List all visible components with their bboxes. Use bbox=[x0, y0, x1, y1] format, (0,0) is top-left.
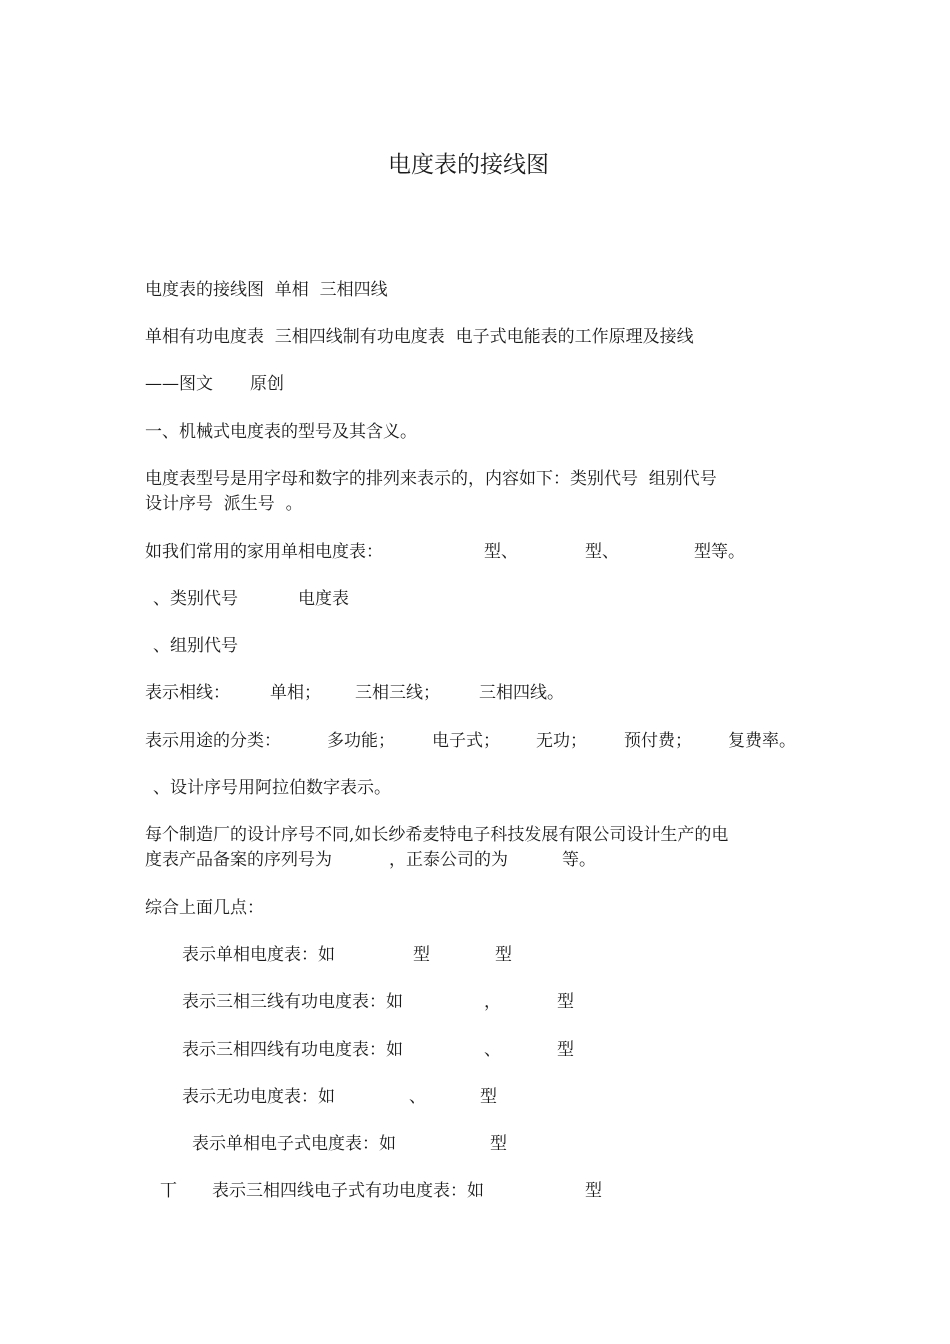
paragraph-line: 设计序号 派生号 。 bbox=[145, 494, 303, 514]
model-text: 型等。 bbox=[694, 542, 745, 562]
list-value: 三相四线。 bbox=[479, 683, 564, 703]
summary-item: 表示单相电子式电度表：如 bbox=[192, 1134, 396, 1154]
model-text: ， bbox=[484, 992, 501, 1012]
summary-item: 表示无功电度表：如 bbox=[182, 1087, 335, 1107]
summary-item: 表示单相电度表：如 bbox=[182, 945, 335, 965]
model-text: 型、 bbox=[484, 542, 518, 562]
paragraph-line: 综合上面几点： bbox=[145, 898, 264, 918]
model-text: 型 bbox=[557, 992, 574, 1012]
subtitle-line: 电度表的接线图 单相 三相四线 bbox=[145, 280, 388, 300]
byline-text: ——图文 bbox=[145, 374, 213, 394]
list-item: 、设计序号用阿拉伯数字表示。 bbox=[153, 778, 391, 798]
summary-item: 表示三相三线有功电度表：如 bbox=[182, 992, 403, 1012]
model-text: 型 bbox=[495, 945, 512, 965]
paragraph-line: 每个制造厂的设计序号不同,如长纱希麦特电子科技发展有限公司设计生产的电 bbox=[145, 825, 729, 845]
list-value: 单相； bbox=[270, 683, 321, 703]
list-value: 多功能； bbox=[327, 731, 395, 751]
model-text: 型 bbox=[413, 945, 430, 965]
model-text: 、 bbox=[409, 1087, 426, 1107]
summary-item: 表示三相四线电子式有功电度表：如 bbox=[212, 1181, 484, 1201]
bullet-glyph: 丅 bbox=[160, 1181, 177, 1201]
section-heading: 一、机械式电度表的型号及其含义。 bbox=[145, 422, 417, 442]
page-title: 电度表的接线图 bbox=[388, 152, 549, 178]
paragraph-line: 电度表型号是用字母和数字的排列来表示的，内容如下：类别代号 组别代号 bbox=[145, 469, 717, 489]
list-item: 、类别代号 bbox=[153, 589, 238, 609]
model-text: 型 bbox=[585, 1181, 602, 1201]
list-value: 电度表 bbox=[298, 589, 349, 609]
model-text: 型 bbox=[480, 1087, 497, 1107]
paragraph-line: 如我们常用的家用单相电度表： bbox=[145, 542, 383, 562]
list-value: 三相三线； bbox=[355, 683, 440, 703]
summary-item: 表示三相四线有功电度表：如 bbox=[182, 1040, 403, 1060]
paragraph-line: ，正泰公司的为 bbox=[389, 850, 508, 870]
list-value: 复费率。 bbox=[728, 731, 796, 751]
list-item: 表示相线： bbox=[145, 683, 230, 703]
paragraph-line: 等。 bbox=[562, 850, 596, 870]
list-value: 无功； bbox=[536, 731, 587, 751]
model-text: 、 bbox=[484, 1040, 501, 1060]
model-text: 型、 bbox=[585, 542, 619, 562]
list-value: 预付费； bbox=[624, 731, 692, 751]
topic-line: 单相有功电度表 三相四线制有功电度表 电子式电能表的工作原理及接线 bbox=[145, 327, 694, 347]
paragraph-line: 度表产品备案的序列号为 bbox=[145, 850, 332, 870]
byline-original: 原创 bbox=[250, 374, 284, 394]
list-item: 表示用途的分类： bbox=[145, 731, 281, 751]
model-text: 型 bbox=[490, 1134, 507, 1154]
list-value: 电子式； bbox=[432, 731, 500, 751]
model-text: 型 bbox=[557, 1040, 574, 1060]
list-item: 、组别代号 bbox=[153, 636, 238, 656]
